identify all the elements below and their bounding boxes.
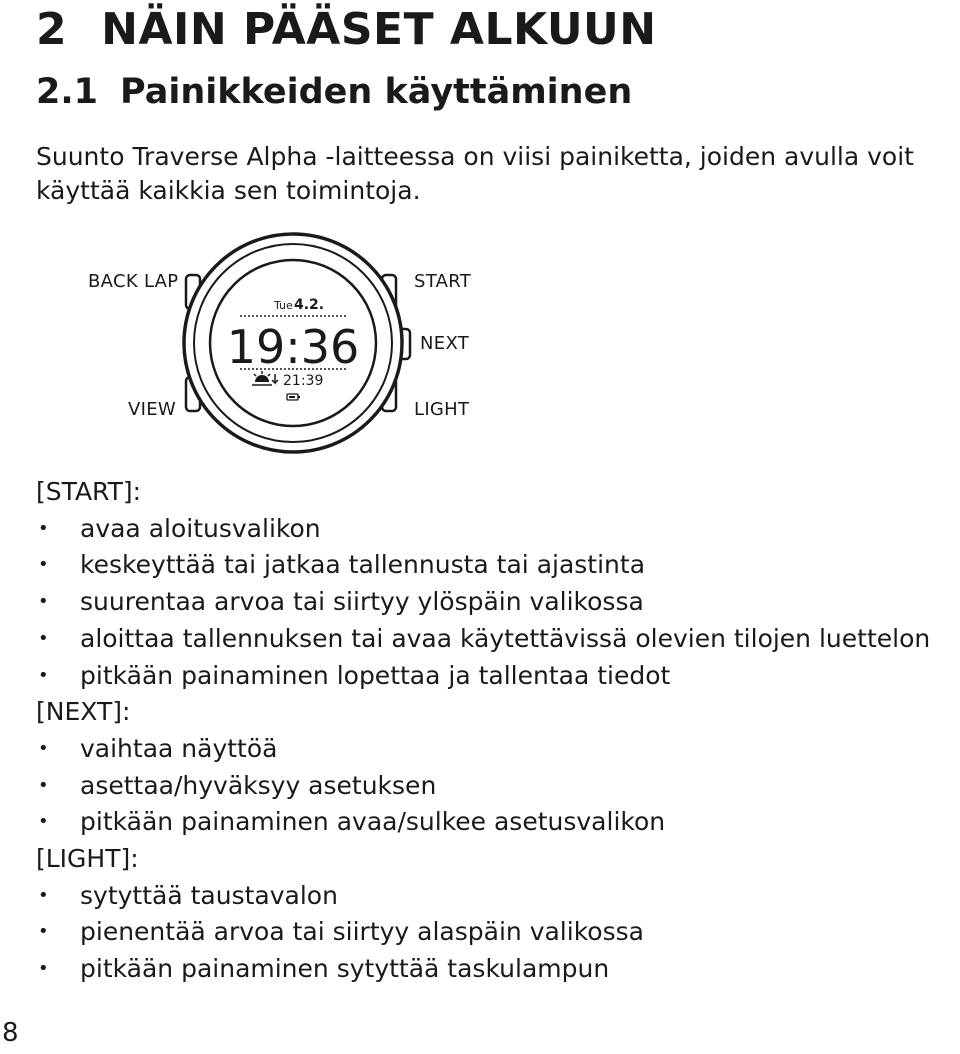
next-section-title: [NEXT]:: [36, 697, 131, 727]
section-number: 2.1: [36, 72, 99, 112]
chapter-title: NÄIN PÄÄSET ALKUUN: [101, 4, 657, 55]
bullet: •: [38, 517, 49, 539]
list-item-text: aloittaa tallennuksen tai avaa käytettävissä olevien tilojen luettelon: [80, 623, 931, 653]
list-item-text: pitkään painaminen lopettaa ja tallentaa tiedot: [80, 660, 671, 690]
bullet: •: [38, 921, 49, 943]
list-item-text: suurentaa arvoa tai siirtyy ylöspäin valikossa: [80, 587, 644, 617]
light-label: LIGHT: [414, 399, 470, 420]
list-item: [36, 621, 946, 658]
start-label: START: [414, 271, 472, 292]
watch-illustration: [0, 225, 960, 455]
section-title: Painikkeiden käyttäminen: [120, 72, 633, 112]
list-item-text: keskeyttää tai jatkaa tallennusta tai ajastinta: [80, 550, 646, 580]
list-item: [36, 951, 946, 988]
list-item: [36, 878, 946, 915]
bullet: •: [38, 737, 49, 759]
list-item-text: sytyttää taustavalon: [80, 880, 338, 910]
list-item: [36, 914, 946, 951]
bullet: •: [38, 591, 49, 613]
list-item: [36, 804, 946, 841]
screen-day: Tue: [274, 299, 293, 312]
chapter-heading: [36, 4, 657, 55]
bullet: •: [38, 811, 49, 833]
list-item-text: pienentää arvoa tai siirtyy alaspäin valikossa: [80, 917, 644, 947]
list-item: [36, 547, 946, 584]
start-section-title: [START]:: [36, 477, 142, 506]
view-label: VIEW: [128, 399, 176, 420]
section-heading: [36, 72, 632, 112]
list-item: [36, 731, 946, 768]
next-label: NEXT: [420, 333, 470, 354]
chapter-number: 2: [36, 4, 68, 55]
back-lap-label: BACK LAP: [88, 271, 179, 292]
screen-date: 4.2.: [294, 297, 325, 313]
button-descriptions: [36, 474, 946, 988]
light-section-title: [LIGHT]:: [36, 844, 139, 874]
battery-icon: [287, 394, 300, 400]
bullet: •: [38, 958, 49, 980]
list-item-text: avaa aloitusvalikon: [80, 513, 321, 543]
bullet: •: [38, 554, 49, 576]
page-number: 8: [2, 1018, 19, 1048]
screen-time: 19:36: [226, 320, 360, 374]
list-item-text: pitkään painaminen avaa/sulkee asetusvalikon: [80, 807, 666, 837]
bullet: •: [38, 627, 49, 649]
list-item-text: asettaa/hyväksyy asetuksen: [80, 770, 437, 800]
bullet: •: [38, 664, 49, 686]
list-item: [36, 658, 946, 695]
bullet: •: [38, 774, 49, 796]
list-item: [36, 768, 946, 805]
bullet: •: [38, 884, 49, 906]
list-item-text: vaihtaa näyttöä: [80, 733, 278, 763]
list-item: [36, 584, 946, 621]
watch-buttons-figure: [0, 225, 960, 455]
list-item: [36, 511, 946, 548]
intro-paragraph: Suunto Traverse Alpha -laitteessa on viisi painiketta, joiden avulla voit käyttää kaikkia sen toimintoja.: [36, 142, 914, 205]
list-item-text: pitkään painaminen sytyttää taskulampun: [80, 954, 610, 984]
screen-sunset-time: 21:39: [283, 373, 324, 389]
